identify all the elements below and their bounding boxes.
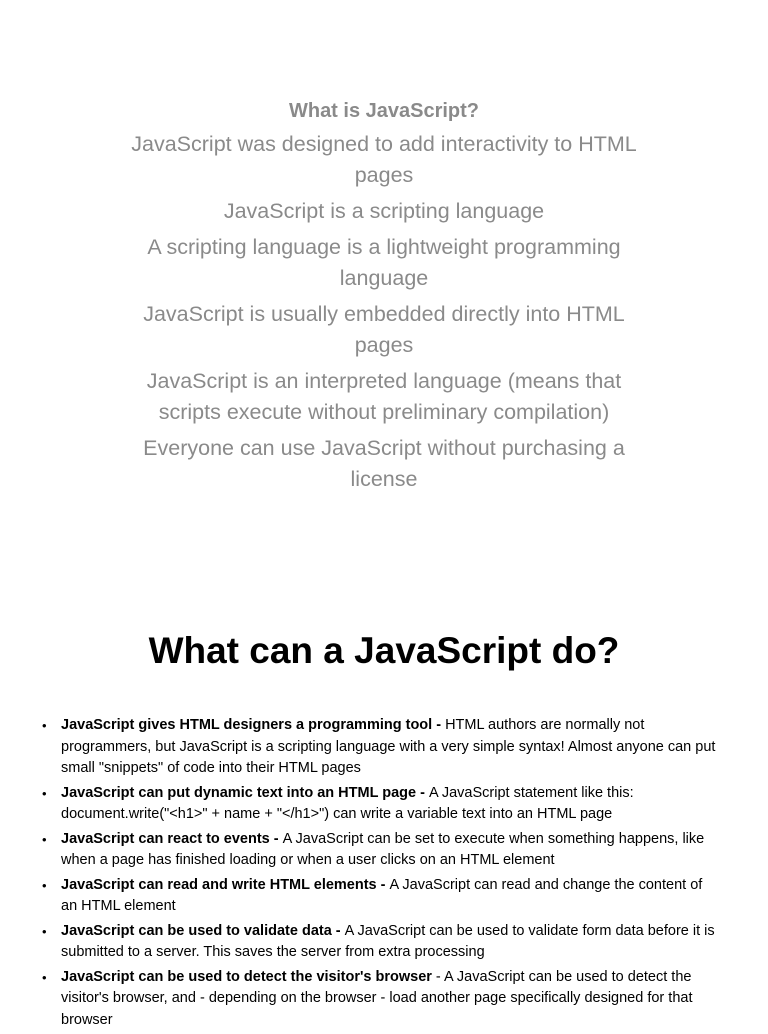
bullet-item (42, 715, 722, 780)
bullet-text: A JavaScript can be set to execute when something happens, like when a page has finished loading or when a user clicks on an HTML element (61, 830, 705, 868)
bullet-dot: • (42, 877, 47, 893)
slide-heading: What is JavaScript? (288, 100, 480, 122)
bullet-text: HTML authors are normally not programmers, but JavaScript is a scripting language with a very simple syntax! Almost anyone can put small "snippets" of code into their HTML pages (61, 717, 716, 776)
bullet-lead: JavaScript can put dynamic text into an HTML page - (61, 784, 429, 801)
bullet-item (42, 967, 722, 1032)
bullet-text: - A JavaScript can be used to detect the visitor's browser, and - depending on the browser - load another page specifically designed for that browser (61, 968, 693, 1028)
bullet-text: A JavaScript statement like this: document.write("<h1>" + name + "</h1>") can write a variable text into an HTML page (61, 784, 634, 822)
bullet-item (42, 783, 722, 826)
bullet-text: A JavaScript can read and change the content of an HTML element (61, 876, 703, 914)
bullet-dot: • (42, 718, 47, 733)
slide-paragraph: JavaScript was designed to add interactivity to HTML pages (131, 132, 637, 187)
slide-paragraph: JavaScript is an interpreted language (means that scripts execute without preliminary compilation) (146, 369, 622, 424)
bullet-dot: • (42, 785, 47, 801)
bullet-text: A JavaScript can be used to validate form data before it is submitted to a server. This saves the server from extra processing (61, 922, 715, 960)
bullet-lead: JavaScript can be used to validate data - (61, 922, 345, 939)
bullet-dot: • (42, 831, 47, 847)
slide-paragraph: A scripting language is a lightweight programming language (147, 235, 621, 290)
bullet-list (42, 715, 722, 1034)
bullet-lead: JavaScript gives HTML designers a programming tool - (61, 717, 446, 733)
bullet-lead: JavaScript can react to events - (61, 830, 283, 847)
slide-title: What can a JavaScript do? (148, 630, 620, 671)
bullet-item (42, 921, 722, 964)
bullet-item (42, 829, 722, 872)
bullet-item (42, 875, 722, 918)
slide-paragraph: Everyone can use JavaScript without purchasing a license (143, 436, 625, 491)
bullet-dot: • (42, 969, 47, 985)
slide-paragraph: JavaScript is usually embedded directly into HTML pages (143, 302, 625, 357)
bullet-lead: JavaScript can read and write HTML elements - (61, 876, 390, 893)
slide-paragraph: JavaScript is a scripting language (223, 199, 545, 223)
bullet-lead: JavaScript can be used to detect the visitor's browser (61, 968, 432, 985)
slide-what-is-javascript (0, 96, 768, 500)
bullet-dot: • (42, 923, 47, 939)
